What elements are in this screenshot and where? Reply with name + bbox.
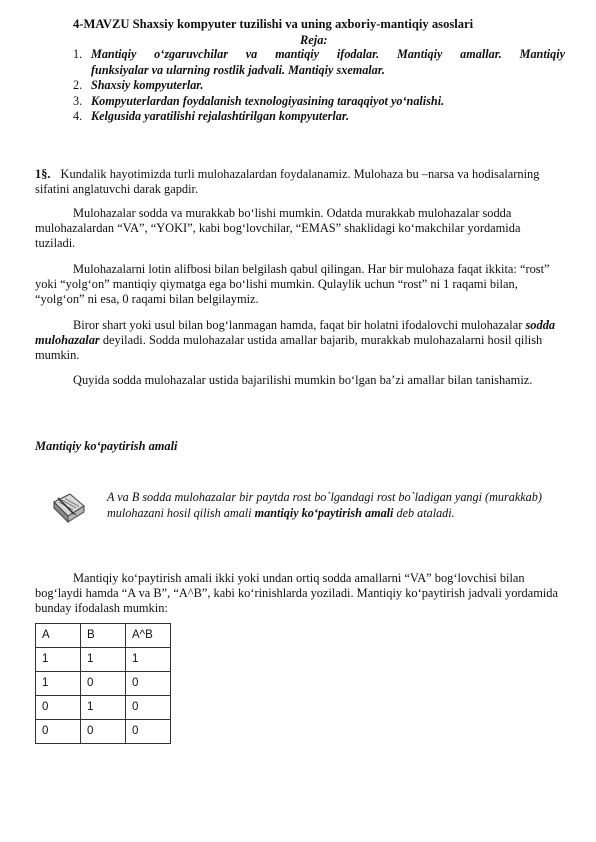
- table-cell: 0: [126, 696, 171, 720]
- paragraph: [35, 571, 563, 617]
- page-title: 4-MAVZU Shaxsiy kompyuter tuzilishi va uning axboriy-mantiqiy asoslari: [73, 17, 474, 31]
- plan-item: [73, 78, 565, 94]
- table-cell: 1: [81, 696, 126, 720]
- plan-item-number: 4.: [73, 109, 83, 123]
- table-cell: 0: [126, 720, 171, 744]
- table-row: [36, 696, 171, 720]
- note-text: deb ataladi.: [393, 506, 455, 520]
- column-header: B: [81, 624, 126, 648]
- column-header: A: [36, 624, 81, 648]
- plan-item-text: Kelgusida yaratilishi rejalashtirilgan kompyuterlar.: [91, 109, 350, 123]
- paragraph-text: Biror shart yoki usul bilan bog‘lanmagan hamda, faqat bir holatni ifodalovchi mulohazalar: [73, 318, 526, 332]
- subsection-heading: Mantiqiy ko‘paytirish amali: [35, 439, 178, 453]
- plan-item-text: Mantiqiy o‘zgaruvchilar va mantiqiy ifodalar. Mantiqiy amallar. Mantiqiy: [91, 47, 565, 61]
- paragraph-text: Quyida sodda mulohazalar ustida bajarilishi mumkin bo‘lgan ba’zi amallar bilan tanishamiz.: [73, 373, 533, 387]
- notepad-icon: [50, 492, 86, 524]
- table-cell: 1: [36, 648, 81, 672]
- truth-table: [35, 623, 171, 744]
- paragraph: [35, 373, 563, 388]
- section-intro-paragraph: [35, 167, 563, 197]
- plan-item-text: Kompyuterlardan foydalanish texnologiyasining taraqqiyot yo‘nalishi.: [91, 93, 445, 108]
- table-row: [36, 672, 171, 696]
- paragraph-text: Mantiqiy ko‘paytirish amali ikki yoki undan ortiq sodda amallarni “VA” bog‘lovchisi bilan bog‘laydi hamda “A va B”, “A^B”, kabi ko‘rinishlarda yoziladi. Mantiqiy ko‘paytirish jadvali yordamida bunday ifodalash mumkin:: [35, 571, 558, 616]
- paragraph: [35, 262, 563, 308]
- plan-item: [73, 47, 565, 78]
- plan-item-number: 3.: [73, 93, 83, 108]
- table-cell: 1: [81, 648, 126, 672]
- table-cell: 0: [81, 672, 126, 696]
- paragraph: [35, 318, 563, 364]
- table-cell: 0: [81, 720, 126, 744]
- table-cell: 1: [126, 648, 171, 672]
- table-cell: 0: [36, 696, 81, 720]
- emphasized-term: sodda mulohazalar: [35, 318, 556, 348]
- table-cell: 1: [36, 672, 81, 696]
- paragraph-text: Kundalik hayotimizda turli mulohazalardan foydalanamiz. Mulohaza bu –narsa va hodisalarning sifatini anglatuvchi darak gapdir.: [35, 167, 540, 197]
- section-number: 1§.: [35, 167, 51, 181]
- plan-item-number: 1.: [73, 47, 83, 61]
- plan-item-text: Shaxsiy kompyuterlar.: [91, 78, 204, 92]
- paragraph-text: Mulohazalar sodda va murakkab bo‘lishi mumkin. Odatda murakkab mulohazalar sodda mulohazalardan “VA”, “YOKI”, kabi bog‘lovchilar, “EMAS” shaklidagi ko‘makchilar yordamida tuziladi.: [35, 206, 521, 251]
- table-row: [36, 720, 171, 744]
- plan-item-text-continued: funksiyalar va ularning rostlik jadvali. Mantiqiy sxemalar.: [91, 62, 385, 77]
- paragraph: [35, 206, 563, 252]
- table-header-row: [36, 624, 171, 648]
- plan-heading: Reja:: [300, 33, 328, 47]
- table-cell: 0: [126, 672, 171, 696]
- table-cell: 0: [36, 720, 81, 744]
- note-text: A va B sodda mulohazalar bir paytda rost bo`lgandagi rost bo`ladigan yangi (murakkab) mulohazani hosil qilish amali: [107, 490, 542, 520]
- plan-item-number: 2.: [73, 78, 83, 92]
- table-row: [36, 648, 171, 672]
- plan-item: [73, 94, 565, 110]
- definition-note: [107, 489, 547, 521]
- plan-list: [73, 47, 565, 125]
- paragraph-text: Mulohazalarni lotin alifbosi bilan belgilash qabul qilingan. Har bir mulohaza faqat ikkita: “rost” yoki “yolg‘on” mantiqiy qiymatga ega bo‘lishi mumkin. Qulaylik uchun “rost” ni 1 raqami bilan, “yolg‘on” ni esa, 0 raqami bilan belgilaymiz.: [35, 262, 550, 307]
- emphasized-term: mantiqiy ko‘paytirish amali: [254, 506, 394, 520]
- plan-item: [73, 109, 565, 125]
- paragraph-text: deyiladi. Sodda mulohazalar ustida amallar bajarib, murakkab mulohazalarni hosil qilish mumkin.: [35, 333, 543, 363]
- column-header: A^B: [126, 624, 171, 648]
